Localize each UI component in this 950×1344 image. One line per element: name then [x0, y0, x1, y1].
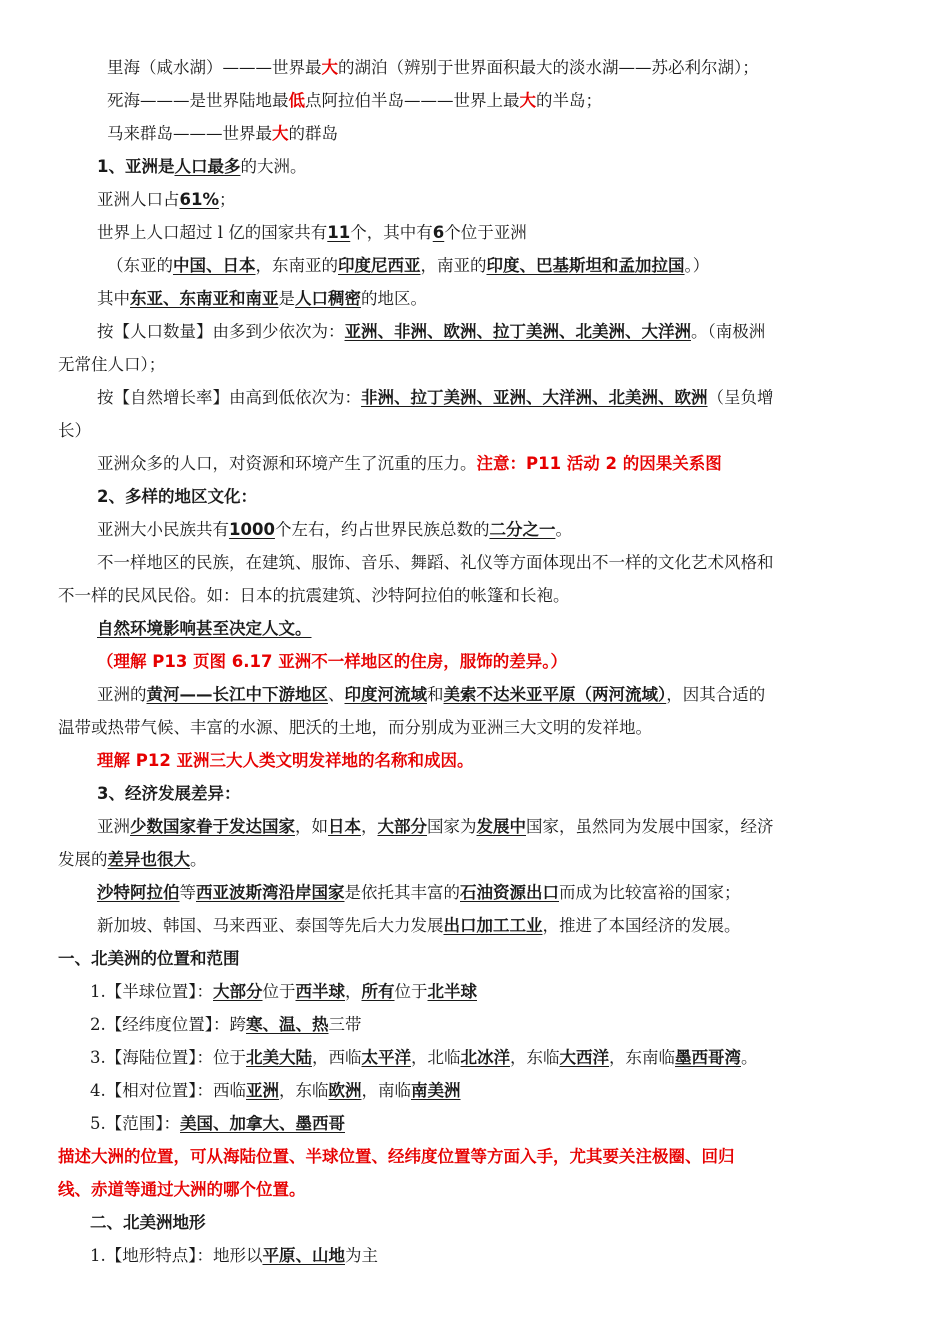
understand-civilization-note: 理解 P12 亚洲三大人类文明发祥地的名称和成因。 — [97, 751, 474, 770]
culture-diff-continued: 不一样的民风民俗。如：日本的抗震建筑、沙特阿拉伯的帐篷和长袍。 — [58, 586, 570, 605]
dead-sea-line: 死海———是世界陆地最低点阿拉伯半岛———世界上最大的半岛； — [107, 91, 602, 110]
population-order-continued: 无常住人口）； — [58, 355, 166, 374]
export-processing-line: 新加坡、韩国、马来西亚、泰国等先后大力发展出口加工工业，推进了本国经济的发展。 — [97, 916, 741, 935]
growth-order-line: 按【自然增长率】由高到低依次为：非洲、拉丁美洲、亚洲、大洋洲、北美洲、欧洲（呈负增 — [97, 388, 774, 407]
growth-order-continued: 长） — [58, 421, 91, 440]
na-terrain-line: 1.【地形特点】：地形以平原、山地为主 — [90, 1246, 378, 1265]
ethnic-groups-line: 亚洲大小民族共有1000个左右，约占世界民族总数的二分之一。 — [97, 520, 572, 539]
section-heading-economy: 3、经济发展差异： — [97, 784, 241, 803]
population-share-line: 亚洲人口占61%； — [97, 190, 236, 209]
dense-regions-line: 其中东亚、东南亚和南亚是人口稠密的地区。 — [97, 289, 427, 308]
saudi-line: 沙特阿拉伯等西亚波斯湾沿岸国家是依托其丰富的石油资源出口而成为比较富裕的国家； — [97, 883, 741, 902]
na-relative-line: 4.【相对位置】：西临亚洲，东临欧洲，南临南美洲 — [90, 1081, 461, 1100]
heading-na-location: 一、北美洲的位置和范围 — [58, 949, 240, 968]
countries-line: （东亚的中国、日本，东南亚的印度尼西亚，南亚的印度、巴基斯坦和孟加拉国。） — [107, 256, 710, 275]
culture-diff-line: 不一样地区的民族，在建筑、服饰、音乐、舞蹈、礼仪等方面体现出不一样的文化艺术风格和 — [97, 553, 774, 572]
malay-line: 马来群岛———世界最大的群岛 — [107, 124, 338, 143]
na-hemisphere-line: 1.【半球位置】：大部分位于西半球，所有位于北半球 — [90, 982, 477, 1001]
describe-position-note: 描述大洲的位置，可从海陆位置、半球位置、经纬度位置等方面入手，尤其要关注极圈、回归 — [58, 1147, 735, 1166]
economy-gap-line: 亚洲少数国家眷于发达国家，如日本，大部分国家为发展中国家，虽然同为发展中国家，经济 — [97, 817, 774, 836]
heading-na-terrain: 二、北美洲地形 — [90, 1213, 206, 1232]
nature-culture-line: 自然环境影响甚至决定人文。 — [97, 619, 312, 638]
understand-housing-note: （理解 P13 页图 6.17 亚洲不一样地区的住房，服饰的差异。） — [97, 652, 567, 671]
section-heading-culture: 2、多样的地区文化： — [97, 487, 257, 506]
section-heading-population: 1、亚洲是人口最多的大洲。 — [97, 157, 307, 176]
civilizations-continued: 温带或热带气候、丰富的水源、肥沃的土地，而分别成为亚洲三大文明的发祥地。 — [58, 718, 652, 737]
na-latlong-line: 2.【经纬度位置】：跨寒、温、热三带 — [90, 1015, 362, 1034]
economy-gap-continued: 发展的差异也很大。 — [58, 850, 207, 869]
pressure-line: 亚洲众多的人口，对资源和环境产生了沉重的压力。注意：P11 活动 2 的因果关系图 — [97, 454, 722, 473]
describe-position-continued: 线、赤道等通过大洲的哪个位置。 — [58, 1180, 306, 1199]
population-order-line: 按【人口数量】由多到少依次为：亚洲、非洲、欧洲、拉丁美洲、北美洲、大洋洲。（南极洲 — [97, 322, 766, 341]
over-billion-line: 世界上人口超过 l 亿的国家共有11个，其中有6个位于亚洲 — [97, 223, 527, 242]
na-scope-line: 5.【范围】：美国、加拿大、墨西哥 — [90, 1114, 345, 1133]
na-sea-land-line: 3.【海陆位置】：位于北美大陆，西临太平洋，北临北冰洋，东临大西洋，东南临墨西哥湾。 — [90, 1048, 758, 1067]
civilizations-line: 亚洲的黄河——长江中下游地区、印度河流域和美索不达米亚平原（两河流域），因其合适的 — [97, 685, 766, 704]
caspian-line: 里海（咸水湖）———世界最大的湖泊（辨别于世界面积最大的淡水湖——苏必利尔湖）； — [107, 58, 759, 77]
